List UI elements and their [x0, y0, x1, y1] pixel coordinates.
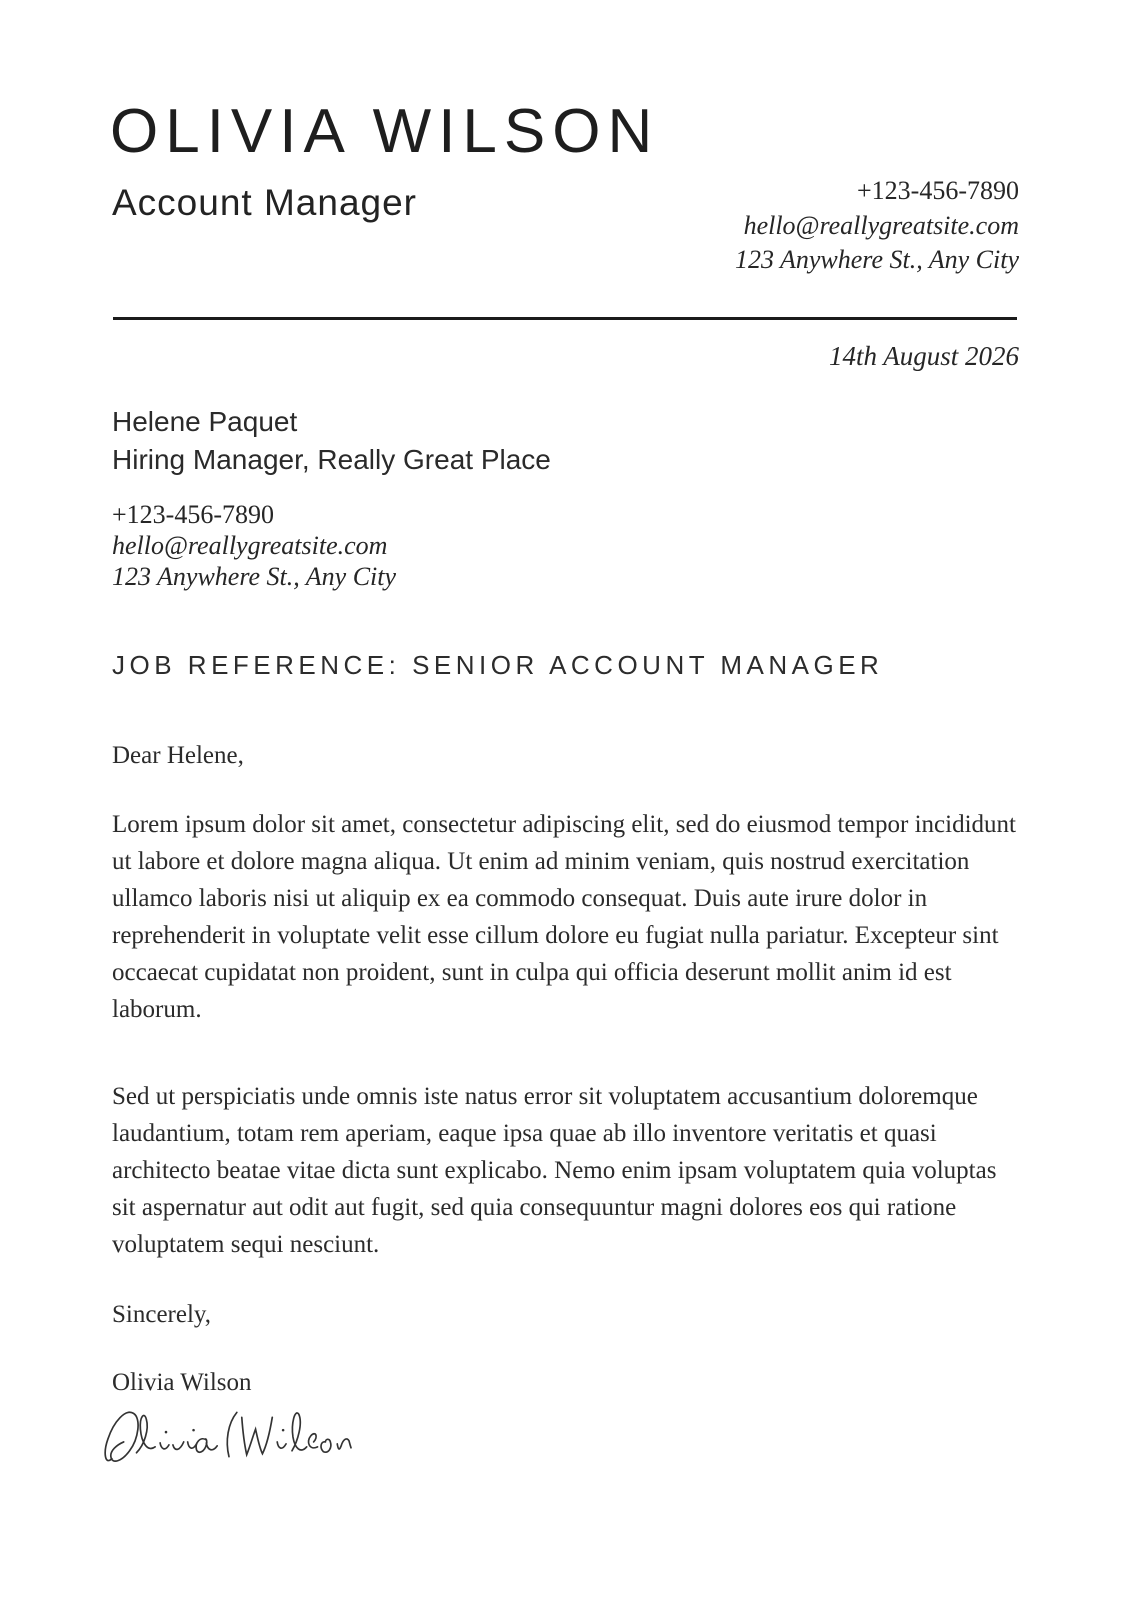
typed-sender-name: Olivia Wilson: [112, 1369, 252, 1396]
closing-phrase: Sincerely,: [112, 1301, 212, 1328]
recipient-contact-block: [112, 499, 396, 592]
body-paragraph-1: Lorem ipsum dolor sit amet, consectetur adipiscing elit, sed do eiusmod tempor incididunt ut labore et dolore magna aliqua. Ut enim ad minim veniam, quis nostrud exercitation ullamco laboris nisi ut aliquip ex ea commodo consequat. Duis aute irure dolor in reprehenderit in voluptate velit esse cillum dolore eu fugiat nulla pariatur. Excepteur sint occaecat cupidatat non proident, sunt in culpa qui officia deserunt mollit anim id est laborum.: [112, 811, 1016, 1023]
sender-job-title: Account Manager: [112, 182, 418, 223]
recipient-phone: +123-456-7890: [112, 500, 274, 529]
recipient-role: Hiring Manager, Really Great Place: [112, 444, 551, 475]
body-paragraph-2: Sed ut perspiciatis unde omnis iste natus error sit voluptatem accusantium doloremque laudantium, totam rem aperiam, eaque ipsa quae ab illo inventore veritatis et quasi architecto beatae vitae dicta sunt explicabo. Nemo enim ipsam voluptatem quia voluptas sit aspernatur aut odit aut fugit, sed quia consequuntur magni dolores eos qui ratione voluptatem sequi nesciunt.: [112, 1083, 997, 1258]
salutation: Dear Helene,: [112, 742, 244, 769]
sender-phone: +123-456-7890: [857, 176, 1019, 205]
subject-line: JOB REFERENCE: SENIOR ACCOUNT MANAGER: [112, 650, 884, 680]
header-divider-rule: [113, 317, 1017, 320]
sender-name-heading: OLIVIA WILSON: [110, 97, 660, 166]
signature: [104, 1398, 352, 1476]
sender-address: 123 Anywhere St., Any City: [734, 245, 1019, 274]
recipient-block: [112, 403, 551, 479]
recipient-name: Helene Paquet: [112, 406, 298, 437]
letter-date: 14th August 2026: [828, 341, 1019, 371]
signature-image: [104, 1398, 352, 1476]
sender-contact-block: [735, 174, 1019, 278]
sender-email: hello@reallygreatsite.com: [743, 210, 1019, 240]
recipient-email: hello@reallygreatsite.com: [112, 531, 388, 560]
recipient-address: 123 Anywhere St., Any City: [112, 562, 397, 591]
